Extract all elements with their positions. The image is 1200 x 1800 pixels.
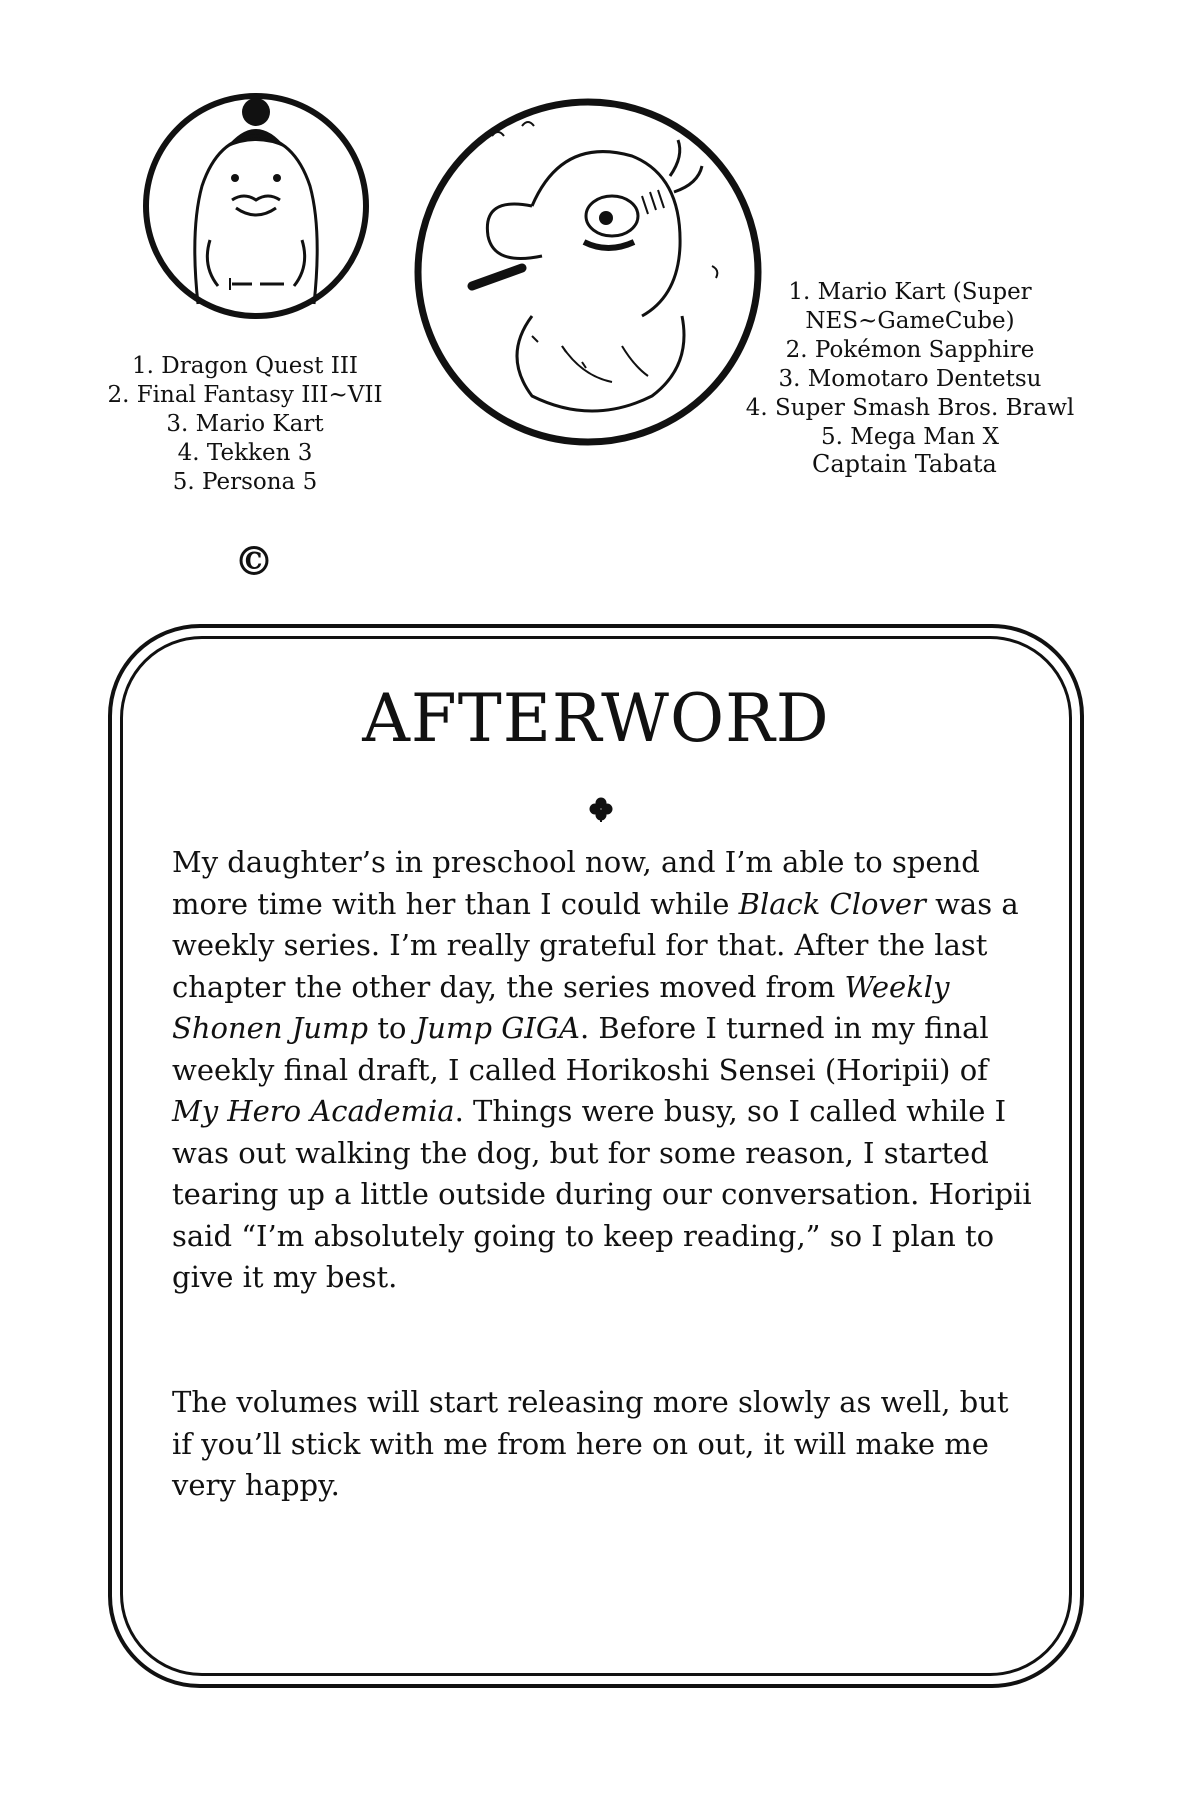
left-list-item: 1. Dragon Quest III xyxy=(132,353,358,379)
italic-title-my-hero-academia: My Hero Academia xyxy=(172,1094,455,1128)
author-portrait-manatee xyxy=(140,90,372,322)
clover-icon xyxy=(588,796,614,826)
right-game-list xyxy=(740,278,1080,452)
afterword-paragraph-2: The volumes will start releasing more slowly as well, but if you’ll stick with me from here on out, it will make me very happy. xyxy=(172,1385,1009,1502)
italic-title-black-clover: Black Clover xyxy=(738,886,926,921)
right-list-item: 4. Super Smash Bros. Brawl xyxy=(745,395,1075,421)
right-list-item: 5. Mega Man X xyxy=(821,424,999,450)
left-list-item: 5. Persona 5 xyxy=(172,469,318,495)
author-name: Captain Tabata xyxy=(812,450,997,478)
right-list-item: 1. Mario Kart (Super NES~GameCube) xyxy=(788,279,1032,334)
italic-title-weekly-shonen-jump: Weekly Shonen Jump xyxy=(172,969,950,1045)
italic-title-jump-giga: Jump GIGA xyxy=(415,1011,580,1045)
copyright-icon: © xyxy=(234,538,274,585)
left-list-item: 4. Tekken 3 xyxy=(177,440,313,466)
afterword-title: AFTERWORD xyxy=(362,680,830,757)
bird-illustration xyxy=(412,96,764,448)
right-list-item: 2. Pokémon Sapphire xyxy=(785,337,1035,363)
left-list-item: 3. Mario Kart xyxy=(166,411,324,437)
author-portrait-bird xyxy=(412,96,764,448)
left-list-item: 2. Final Fantasy III~VII xyxy=(107,382,383,408)
right-list-item: 3. Momotaro Dentetsu xyxy=(778,366,1042,392)
left-game-list xyxy=(80,352,410,497)
afterword-paragraph-1: My daughter’s in preschool now, and I’m able to spend more time with her than I could while Black Clover was a weekly series. I’m really grateful for that. After the last chapter the other day, the series moved from Weekly Shonen Jump to Jump GIGA. Before I turned in my final weekly final draft, I called Horikoshi Sensei (Horipii) of My Hero Academia. Things were busy, so I called while I was out walking the dog, but for some reason, I started tearing up a little outside during our conversation. Horipii said “I’m absolutely going to keep reading,” so I plan to give it my best. xyxy=(172,845,1032,1294)
manatee-illustration xyxy=(140,90,372,322)
